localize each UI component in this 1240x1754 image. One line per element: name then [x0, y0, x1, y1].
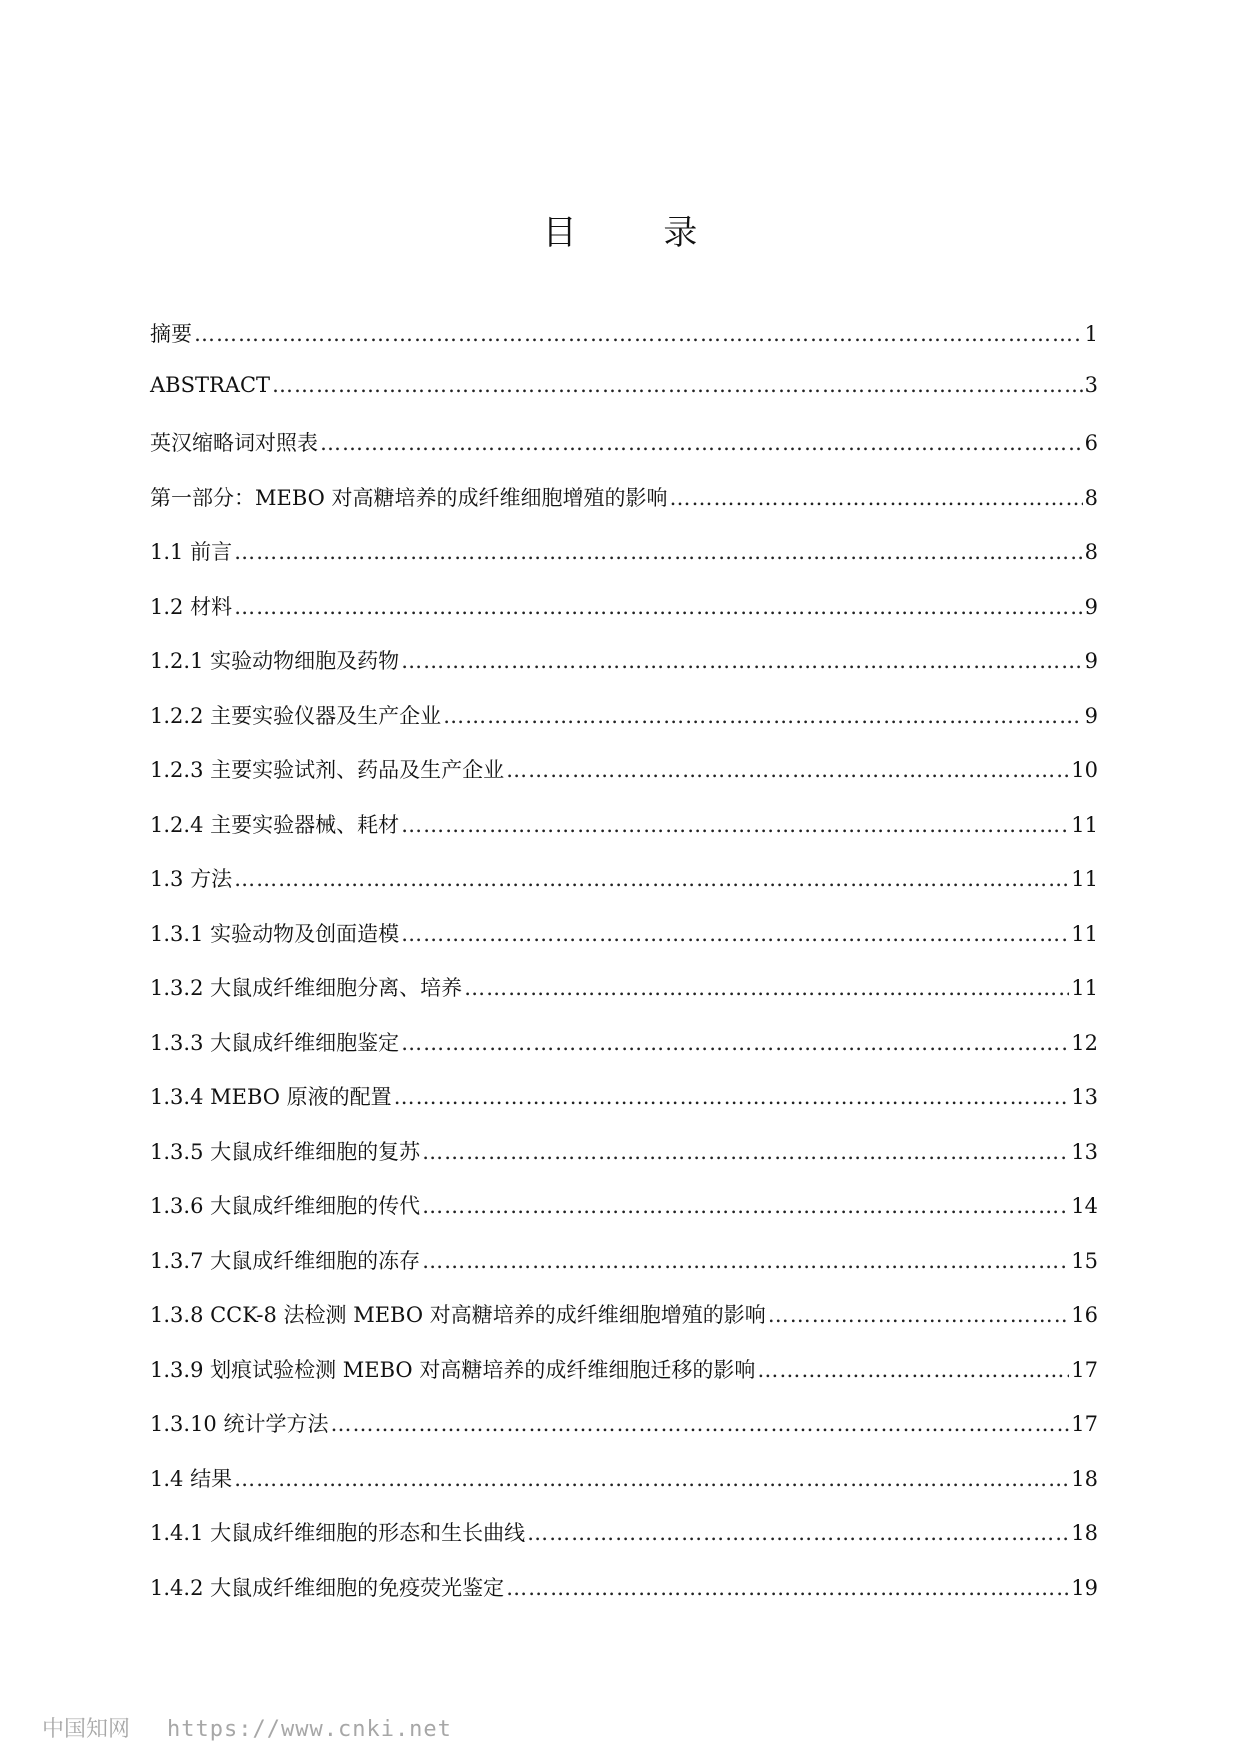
toc-entry[interactable] [150, 373, 1098, 428]
toc-entry-label: 1.1 前言 [150, 540, 233, 564]
toc-entry-label: 1.3 方法 [150, 867, 233, 891]
toc-entry-page: 12 [1071, 1030, 1098, 1055]
toc-leader-dots [768, 1303, 1070, 1327]
toc-entry-page: 11 [1071, 812, 1098, 837]
toc-entry[interactable] [150, 1081, 1098, 1136]
toc-entry-page: 17 [1071, 1357, 1098, 1382]
toc-entry-page: 13 [1071, 1139, 1098, 1164]
toc-entry-page: 6 [1084, 431, 1098, 455]
toc-leader-dots [330, 1412, 1069, 1436]
toc-entry-label: 1.4.1 大鼠成纤维细胞的形态和生长曲线 [150, 1521, 526, 1545]
toc-leader-dots [234, 1467, 1069, 1491]
toc-entry[interactable] [150, 1463, 1098, 1518]
toc-entry-label: 1.3.10 统计学方法 [150, 1412, 329, 1436]
toc-entry-page: 9 [1084, 649, 1098, 673]
toc-leader-dots [401, 813, 1069, 837]
toc-entry[interactable] [150, 754, 1098, 809]
toc-entry[interactable] [150, 1572, 1098, 1627]
toc-leader-dots [401, 1031, 1069, 1055]
toc-entry-page: 15 [1071, 1248, 1098, 1273]
toc-entry[interactable] [150, 972, 1098, 1027]
toc-entry[interactable] [150, 1408, 1098, 1463]
toc-entry-page: 8 [1084, 485, 1098, 510]
toc-entry-page: 18 [1071, 1466, 1098, 1491]
toc-entry-label: 摘要 [150, 322, 192, 346]
toc-entry[interactable] [150, 1136, 1098, 1191]
toc-entry-label: 1.2 材料 [150, 594, 233, 619]
toc-leader-dots [506, 758, 1069, 782]
toc-leader-dots [422, 1140, 1069, 1164]
toc-entry-page: 11 [1071, 921, 1098, 946]
toc-entry-page: 13 [1071, 1085, 1098, 1109]
toc-leader-dots [422, 1194, 1069, 1218]
toc-leader-dots [506, 1576, 1069, 1600]
toc-entry-page: 11 [1071, 976, 1098, 1000]
toc-leader-dots [234, 595, 1083, 619]
toc-entry-label: 1.2.3 主要实验试剂、药品及生产企业 [150, 758, 505, 782]
toc-entry-label: 英汉缩略词对照表 [150, 431, 318, 455]
toc-leader-dots [757, 1358, 1069, 1382]
toc-entry-label: 1.3.5 大鼠成纤维细胞的复苏 [150, 1139, 421, 1164]
toc-entry[interactable] [150, 318, 1098, 373]
toc-entry[interactable] [150, 918, 1098, 973]
toc-entry[interactable] [150, 591, 1098, 646]
page-title: 目 录 [542, 213, 736, 253]
toc-entry-page: 9 [1084, 703, 1098, 728]
toc-entry-page: 1 [1084, 322, 1098, 346]
toc-entry-page: 14 [1071, 1194, 1098, 1218]
toc-leader-dots [443, 704, 1083, 728]
toc-leader-dots [320, 431, 1083, 455]
toc-entry-label: 1.3.7 大鼠成纤维细胞的冻存 [150, 1248, 421, 1273]
toc-entry[interactable] [150, 1245, 1098, 1300]
toc-entry-label: 1.3.1 实验动物及创面造模 [150, 921, 400, 946]
toc-entry[interactable] [150, 536, 1098, 591]
toc-entry-page: 9 [1084, 594, 1098, 619]
toc-entry-page: 8 [1084, 540, 1098, 564]
toc-entry[interactable] [150, 1517, 1098, 1572]
toc-leader-dots [670, 486, 1083, 510]
toc-entry-page: 18 [1071, 1521, 1098, 1545]
toc-entry-label: 1.3.8 CCK-8 法检测 MEBO 对高糖培养的成纤维细胞增殖的影响 [150, 1303, 766, 1327]
toc-leader-dots [234, 867, 1069, 891]
toc-entry-label: 1.3.6 大鼠成纤维细胞的传代 [150, 1194, 421, 1218]
toc-entry-page: 3 [1084, 372, 1098, 397]
toc-entry[interactable] [150, 700, 1098, 755]
toc-leader-dots [422, 1249, 1069, 1273]
watermark-footer [42, 1712, 452, 1743]
toc-entry-page: 17 [1071, 1412, 1098, 1436]
toc-entry-label: 1.3.9 划痕试验检测 MEBO 对高糖培养的成纤维细胞迁移的影响 [150, 1357, 756, 1382]
toc-entry[interactable] [150, 1299, 1098, 1354]
toc-entry-label: 1.2.4 主要实验器械、耗材 [150, 812, 400, 837]
table-of-contents [150, 318, 1098, 1626]
toc-leader-dots [401, 922, 1069, 946]
toc-entry-label: 1.4 结果 [150, 1466, 233, 1491]
footer-brand: 中国知网 [42, 1717, 131, 1742]
toc-entry[interactable] [150, 427, 1098, 482]
toc-entry-label: 1.2.2 主要实验仪器及生产企业 [150, 703, 442, 728]
toc-entry[interactable] [150, 1354, 1098, 1409]
toc-leader-dots [272, 373, 1083, 397]
toc-entry-page: 19 [1071, 1575, 1098, 1600]
footer-url[interactable]: https://www.cnki.net [167, 1717, 452, 1742]
toc-leader-dots [401, 649, 1083, 673]
toc-entry-label: 1.4.2 大鼠成纤维细胞的免疫荧光鉴定 [150, 1575, 505, 1600]
toc-entry[interactable] [150, 1190, 1098, 1245]
toc-entry-page: 10 [1071, 758, 1098, 782]
toc-entry-label: 1.2.1 实验动物细胞及药物 [150, 649, 400, 673]
toc-leader-dots [394, 1085, 1070, 1109]
toc-entry[interactable] [150, 809, 1098, 864]
toc-entry-label: 1.3.4 MEBO 原液的配置 [150, 1085, 392, 1109]
toc-leader-dots [464, 976, 1069, 1000]
toc-leader-dots [527, 1521, 1069, 1545]
toc-entry[interactable] [150, 645, 1098, 700]
toc-entry-label: ABSTRACT [150, 372, 271, 397]
toc-entry-page: 11 [1071, 867, 1098, 891]
toc-entry[interactable] [150, 1027, 1098, 1082]
toc-entry[interactable] [150, 863, 1098, 918]
toc-leader-dots [234, 540, 1083, 564]
toc-entry-label: 第一部分：MEBO 对高糖培养的成纤维细胞增殖的影响 [150, 485, 668, 510]
toc-entry-label: 1.3.2 大鼠成纤维细胞分离、培养 [150, 976, 463, 1000]
toc-entry-label: 1.3.3 大鼠成纤维细胞鉴定 [150, 1030, 400, 1055]
toc-entry-page: 16 [1071, 1303, 1098, 1327]
toc-entry[interactable] [150, 482, 1098, 537]
toc-leader-dots [194, 322, 1083, 346]
